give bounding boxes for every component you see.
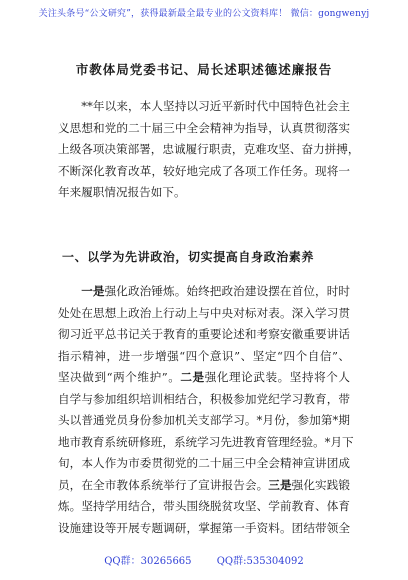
text-line: 义思想和党的二十届三中全会精神为指导，认真贯彻落实	[58, 120, 350, 135]
intro-paragraph	[58, 96, 360, 204]
text-line: **年以来，本人坚持以习近平新时代中国特色社会主	[81, 99, 350, 113]
bold-marker: 二是	[180, 370, 205, 384]
text-line: 不断深化教育改革，较好地完成了各项工作任务。现将一	[58, 163, 350, 178]
text-run: 坚决做到“两个维护”。	[58, 370, 181, 384]
footer-contact	[0, 552, 408, 567]
text-line: 自学与参加组织培训相结合，积极参加党纪学习教育，带	[58, 391, 350, 406]
footer-qq-group-1: QQ群：30265665	[104, 556, 192, 567]
text-line: 彻习近平总书记关于教育的重要论述和考察安徽重要讲话	[58, 327, 350, 341]
text-run: 强化理论武装。坚持将个人	[204, 370, 350, 384]
section-heading-1: 一、以学为先讲政治，切实提高自身政治素养	[62, 250, 315, 264]
text-line	[58, 281, 350, 303]
footer-qq-group-2: QQ群:535304092	[216, 556, 304, 567]
text-line: 地市教育系统研修班，系统学习先进教育管理经验。*月下	[58, 434, 354, 449]
bold-marker: 三是	[268, 477, 292, 492]
text-line	[58, 475, 350, 497]
text-line: 处处在思想上政治上行动上与中央对标对表。深入学习贯	[58, 305, 350, 320]
text-line: 头以普通党员身份参加机关支部学习。*月份，参加第*期	[58, 413, 350, 427]
text-line	[58, 367, 350, 389]
text-line: 上级各项决策部署，忠诚履行职责，克难攻坚、奋力拼搏，	[58, 142, 360, 156]
text-run: 员，在全市教体系统举行了宣讲报告会。	[58, 477, 269, 492]
text-line: 旬，本人作为市委贯彻党的二十届三中全会精神宣讲团成	[58, 456, 350, 470]
text-line: 年来履职情况报告如下。	[58, 185, 186, 199]
header-promo-banner: 关注头条号“公文研究”，获得最新最全最专业的公文资料库！ 微信：gongwenyj	[38, 9, 370, 19]
bold-marker: 一是	[81, 284, 105, 298]
section-1-paragraph	[58, 281, 354, 539]
text-line: 炼。坚持学用结合，带头围绕脱贫攻坚、学前教育、体育	[58, 499, 350, 513]
text-run: 强化实践锻	[291, 477, 350, 492]
document-title: 市教体局党委书记、局长述职述德述廉报告	[75, 62, 333, 77]
text-line: 设施建设等开展专题调研，掌握第一手资料。团结带领全	[58, 520, 350, 535]
text-line: 指示精神，进一步增强“四个意识”、坚定“四个自信”、	[58, 348, 350, 363]
text-run: 强化政治锤炼。始终把政治建设摆在首位，时时	[104, 284, 350, 298]
